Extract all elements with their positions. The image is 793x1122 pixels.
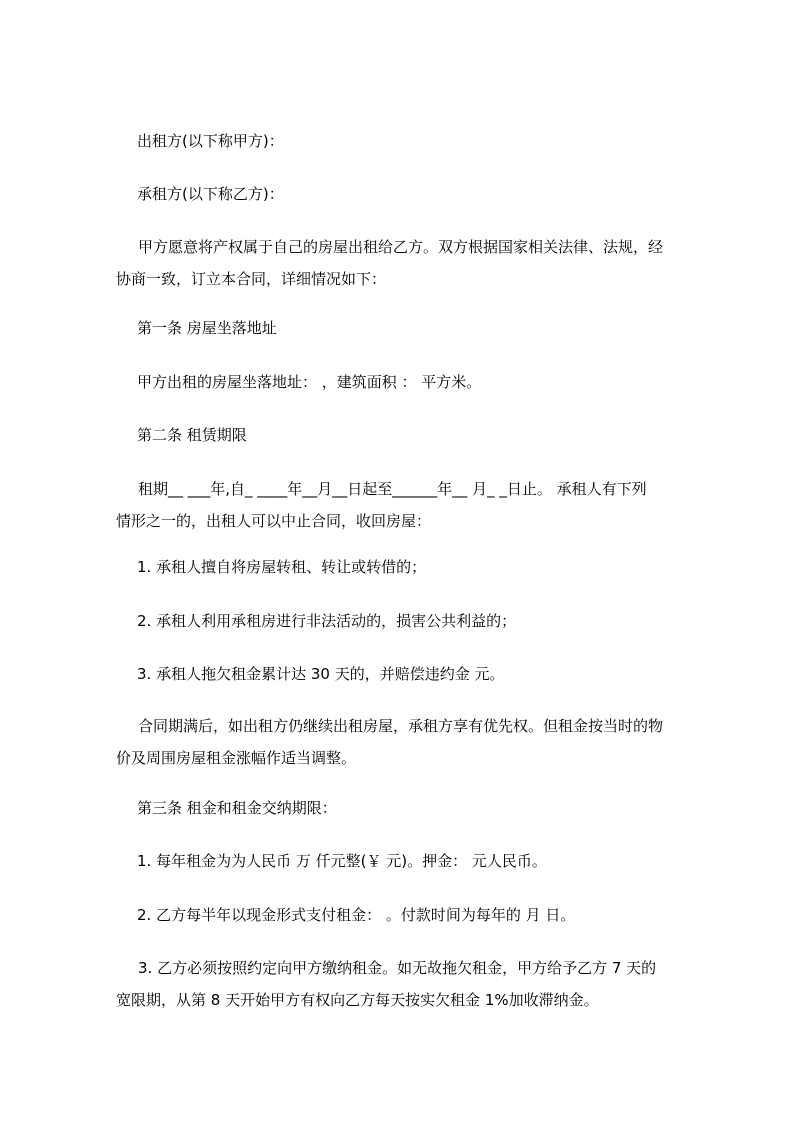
article-3-item-3-line-1: 3. 乙方必须按照约定向甲方缴纳租金。如无故拖欠租金，甲方给予乙方 7 天的 <box>138 959 657 977</box>
article-1-title: 第一条 房屋坐落地址 <box>137 319 277 337</box>
article-2-item-2: 2. 承租人利用承租房进行非法活动的，损害公共利益的； <box>137 612 517 630</box>
article-3-item-3-line-2: 宽限期，从第 8 天开始甲方有权向乙方每天按实欠租金 1%加收滞纳金。 <box>116 991 599 1009</box>
article-1-text: 甲方出租的房屋坐落地址： ，建筑面积 ： 平方米。 <box>137 373 482 391</box>
article-2-term-paragraph <box>116 479 702 531</box>
article-2-item-3: 3. 承租人拖欠租金累计达 30 天的，并赔偿违约金 元。 <box>137 665 505 683</box>
renewal-paragraph <box>116 716 702 768</box>
article-2-title: 第二条 租赁期限 <box>137 426 247 444</box>
article-2-item-1: 1. 承租人擅自将房屋转租、转让或转借的； <box>137 558 427 576</box>
intro-paragraph <box>116 237 702 289</box>
lessor-line: 出租方(以下称甲方)： <box>137 132 284 150</box>
article-2-term-line-1: 租期__ ___年,自_ ____年__月__日起至______年__ 月_ _日止。 承租人有下列 <box>138 480 647 498</box>
renewal-line-2: 价及周围房屋租金涨幅作适当调整。 <box>116 749 357 767</box>
lessee-line: 承租方(以下称乙方)： <box>137 185 284 203</box>
article-3-item-2: 2. 乙方每半年以现金形式支付租金： 。付款时间为每年的 月 日。 <box>137 906 576 924</box>
article-3-item-3-paragraph <box>116 958 702 1010</box>
article-3-item-1: 1. 每年租金为为人民币 万 仟元整(￥ 元)。押金： 元人民币。 <box>137 852 547 870</box>
renewal-line-1: 合同期满后，如出租方仍继续出租房屋，承租方享有优先权。但租金按当时的物 <box>138 717 664 735</box>
intro-line-1: 甲方愿意将产权属于自己的房屋出租给乙方。双方根据国家相关法律、法规，经 <box>138 238 664 256</box>
article-2-term-line-2: 情形之一的，出租人可以中止合同，收回房屋： <box>116 512 432 530</box>
article-3-title: 第三条 租金和租金交纳期限： <box>137 799 337 817</box>
intro-line-2: 协商一致，订立本合同，详细情况如下： <box>116 270 387 288</box>
